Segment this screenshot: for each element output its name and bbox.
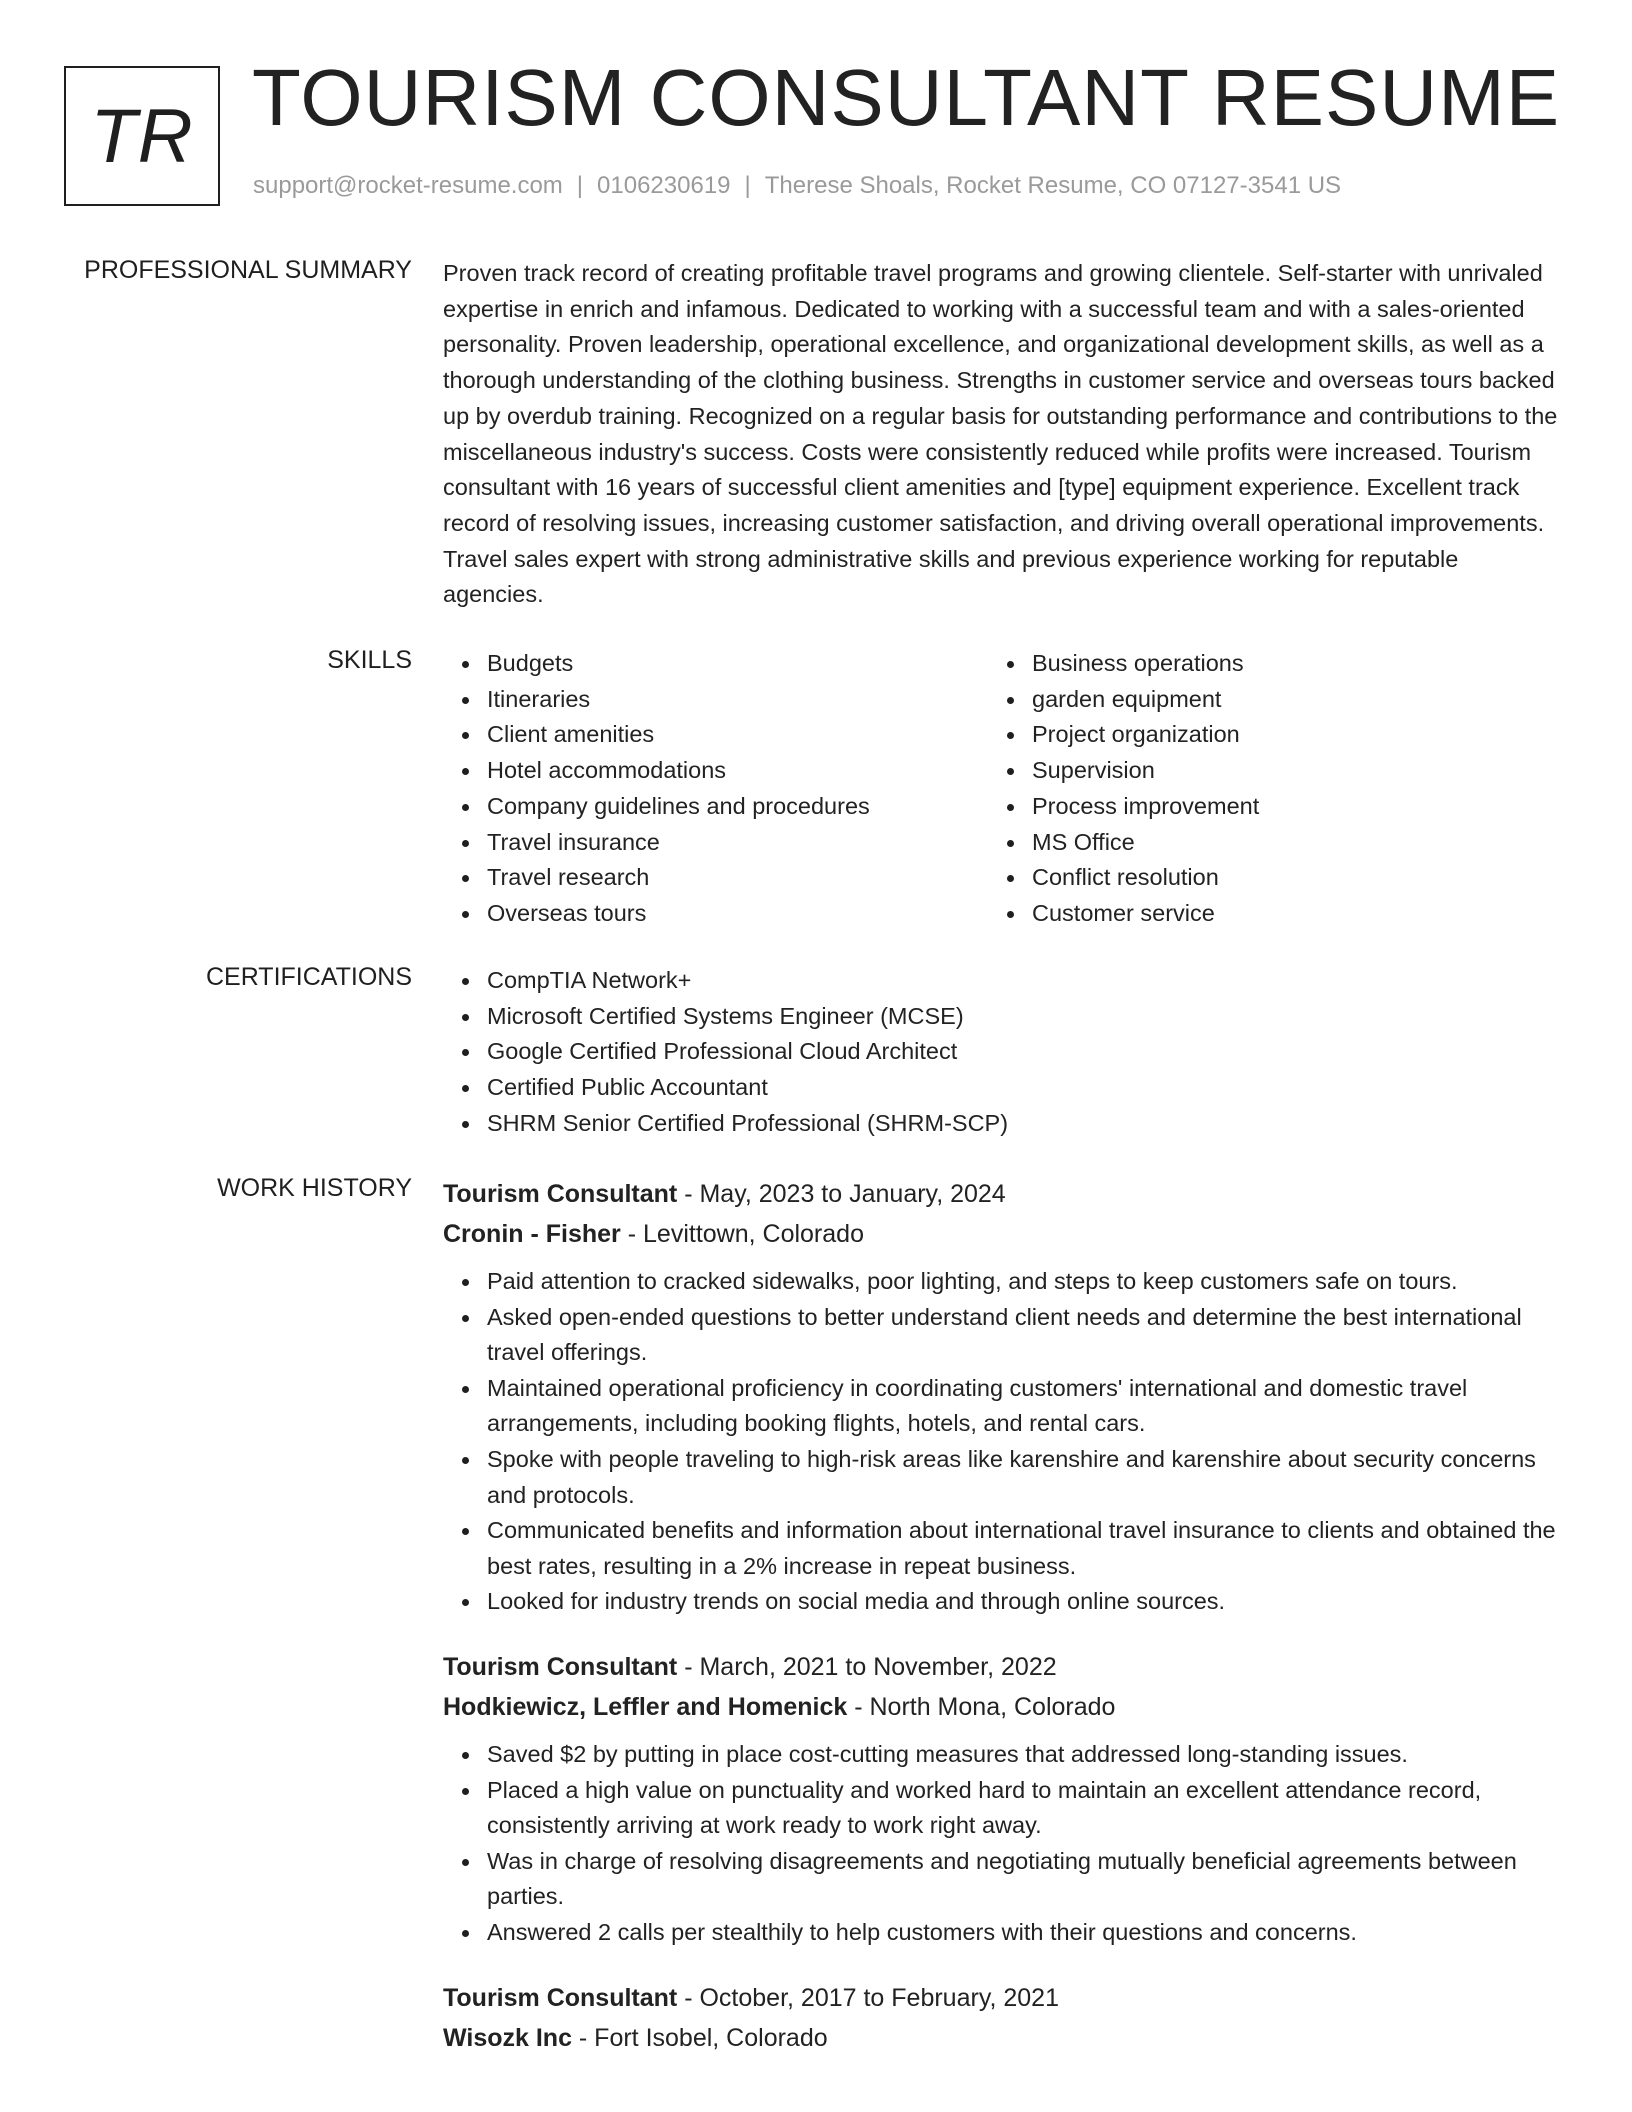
contact-separator: | <box>576 172 584 199</box>
skill-item: Travel research <box>487 860 988 896</box>
certification-item: SHRM Senior Certified Professional (SHRM-SCP) <box>487 1106 1563 1142</box>
job-duty: Spoke with people traveling to high-risk areas like karenshire and karenshire about security concerns and protocols. <box>487 1442 1563 1513</box>
contact-separator: | <box>744 172 751 199</box>
job-duty: Looked for industry trends on social media and through online sources. <box>487 1584 1563 1620</box>
certification-item: Google Certified Professional Cloud Architect <box>487 1034 1563 1070</box>
certification-item: Microsoft Certified Systems Engineer (MCSE) <box>487 999 1563 1035</box>
job-company: Wisozk Inc <box>443 2023 572 2052</box>
skill-item: Business operations <box>1032 646 1533 682</box>
skill-item: Hotel accommodations <box>487 753 988 789</box>
skill-item: Itineraries <box>487 682 988 718</box>
job-title: Tourism Consultant <box>443 1652 678 1681</box>
certification-item: CompTIA Network+ <box>487 963 1563 999</box>
job-title: Tourism Consultant <box>443 1180 678 1208</box>
skill-item: Budgets <box>487 646 988 682</box>
job-duty: Paid attention to cracked sidewalks, poor lighting, and steps to keep customers safe on tours. <box>487 1264 1563 1300</box>
work-history-heading: WORK HISTORY <box>217 1174 412 1202</box>
job-location: - Levittown, Colorado <box>620 1220 864 1248</box>
skill-item: Process improvement <box>1032 789 1533 825</box>
job-company-line <box>443 1687 1563 1727</box>
skill-item: Supervision <box>1032 753 1533 789</box>
job-company-line <box>443 2018 1563 2058</box>
skills-body <box>443 646 1563 932</box>
job-title-line <box>443 1174 1563 1214</box>
job-duty: Asked open-ended questions to better understand client needs and determine the best international travel offerings. <box>487 1300 1563 1371</box>
contact-phone: 0106230619 <box>597 172 731 199</box>
job-duty: Was in charge of resolving disagreements and negotiating mutually beneficial agreements between parties. <box>487 1844 1563 1915</box>
skill-item: Overseas tours <box>487 896 988 932</box>
certifications-list <box>443 963 1563 1142</box>
skills-grid <box>443 646 1563 932</box>
job-duty: Maintained operational proficiency in coordinating customers' international and domestic travel arrangements, including booking flights, hotels, and rental cars. <box>487 1371 1563 1442</box>
job-title: Tourism Consultant <box>443 1983 678 2012</box>
skills-heading: SKILLS <box>327 646 412 674</box>
job-duties-list <box>443 1264 1563 1620</box>
job-duty: Saved $2 by putting in place cost-cutting measures that addressed long-standing issues. <box>487 1737 1563 1773</box>
certifications-heading: CERTIFICATIONS <box>205 963 412 991</box>
summary-heading: PROFESSIONAL SUMMARY <box>84 256 412 284</box>
job-company: Hodkiewicz, Leffler and Homenick <box>443 1692 848 1721</box>
monogram-box <box>64 66 220 206</box>
skills-list-left <box>443 646 988 932</box>
contact-line <box>253 172 1341 200</box>
job-dates: - May, 2023 to January, 2024 <box>677 1180 1006 1208</box>
job-duties-list <box>443 1737 1563 1951</box>
skill-item: MS Office <box>1032 825 1533 861</box>
job-title-line <box>443 1647 1563 1687</box>
job-company-line <box>443 1214 1563 1254</box>
certification-item: Certified Public Accountant <box>487 1070 1563 1106</box>
job-title-line <box>443 1978 1563 2018</box>
job-duty: Placed a high value on punctuality and worked hard to maintain an excellent attendance record, consistently arriving at work ready to work right away. <box>487 1773 1563 1844</box>
skill-item: Conflict resolution <box>1032 860 1533 896</box>
skill-item: Travel insurance <box>487 825 988 861</box>
job-entry <box>443 1647 1563 1951</box>
contact-address: Therese Shoals, Rocket Resume, CO 07127-3541 US <box>764 172 1342 199</box>
work-history-body <box>443 1174 1563 2085</box>
job-dates: - March, 2021 to November, 2022 <box>677 1652 1057 1681</box>
job-dates: - October, 2017 to February, 2021 <box>677 1983 1059 2012</box>
monogram-initials: TR <box>90 93 194 179</box>
job-company: Cronin - Fisher <box>443 1220 621 1248</box>
skill-item: garden equipment <box>1032 682 1533 718</box>
job-entry <box>443 1174 1563 1620</box>
job-entry <box>443 1978 1563 2058</box>
contact-email: support@rocket-resume.com <box>253 172 563 199</box>
job-location: - Fort Isobel, Colorado <box>571 2023 828 2052</box>
skills-list-right <box>988 646 1533 932</box>
skill-item: Company guidelines and procedures <box>487 789 988 825</box>
summary-text: Proven track record of creating profitable travel programs and growing clientele. Self-starter with unrivaled expertise in enrich and infamous. Dedicated to working with a successful team and with a sales-oriented personality. Proven leadership, operational excellence, and organizational development skills, as well as a thorough understanding of the clothing business. Strengths in customer service and overseas tours backed up by overdub training. Recognized on a regular basis for outstanding performance and contributions to the miscellaneous industry's success. Costs were consistently reduced while profits were increased. Tourism consultant with 16 years of successful client amenities and [type] equipment experience. Excellent track record of resolving issues, increasing customer satisfaction, and driving overall operational improvements. Travel sales expert with strong administrative skills and previous experience working for reputable agencies. <box>443 260 1558 608</box>
skill-item: Client amenities <box>487 717 988 753</box>
job-location: - North Mona, Colorado <box>847 1692 1116 1721</box>
job-duty: Communicated benefits and information about international travel insurance to clients and obtained the best rates, resulting in a 2% increase in repeat business. <box>487 1513 1563 1584</box>
skill-item: Customer service <box>1032 896 1533 932</box>
job-duty: Answered 2 calls per stealthily to help customers with their questions and concerns. <box>487 1915 1563 1951</box>
resume-title: TOURISM CONSULTANT RESUME <box>252 53 1561 142</box>
skill-item: Project organization <box>1032 717 1533 753</box>
certifications-body <box>443 963 1563 1142</box>
